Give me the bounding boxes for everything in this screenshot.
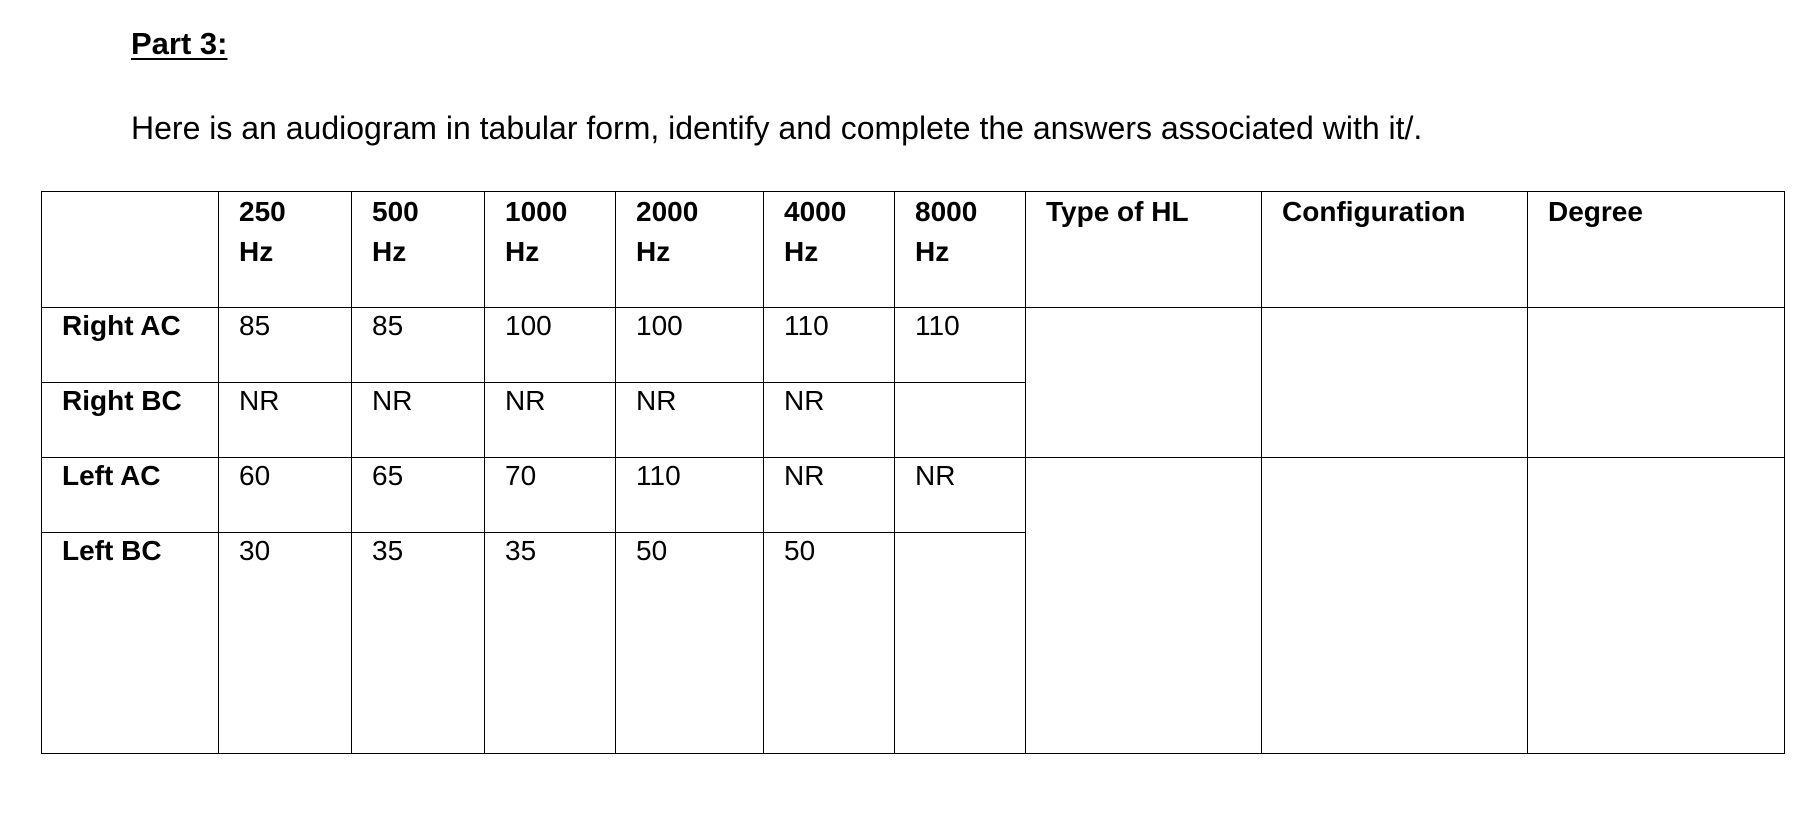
freq-unit: Hz — [372, 236, 407, 267]
value-cell: NR — [485, 383, 616, 458]
value-cell: 85 — [352, 308, 485, 383]
value-cell: 110 — [764, 308, 895, 383]
freq-unit: Hz — [784, 236, 819, 267]
freq-header-500 — [352, 192, 485, 308]
part-heading: Part 3: — [131, 26, 228, 61]
freq-value: 500 — [372, 196, 419, 227]
corner-cell — [42, 192, 219, 308]
freq-header-4000 — [764, 192, 895, 308]
instructions-text: Here is an audiogram in tabular form, identify and complete the answers associated with it/. — [131, 110, 1423, 146]
freq-header-250 — [219, 192, 352, 308]
value-cell: NR — [895, 458, 1026, 533]
row-label-left-bc: Left BC — [42, 533, 219, 754]
freq-value: 8000 — [915, 196, 978, 227]
value-cell: 30 — [219, 533, 352, 754]
audiogram-table — [41, 191, 1785, 754]
right-degree-answer[interactable] — [1528, 308, 1785, 458]
row-label-right-bc: Right BC — [42, 383, 219, 458]
value-cell: NR — [616, 383, 764, 458]
freq-value: 1000 — [505, 196, 568, 227]
freq-header-8000 — [895, 192, 1026, 308]
row-right-ac — [42, 308, 1785, 383]
left-type-of-hl-answer[interactable] — [1026, 458, 1262, 754]
freq-header-2000 — [616, 192, 764, 308]
configuration-header: Configuration — [1262, 192, 1528, 308]
left-configuration-answer[interactable] — [1262, 458, 1528, 754]
value-cell — [895, 533, 1026, 754]
value-cell: 85 — [219, 308, 352, 383]
value-cell: NR — [764, 383, 895, 458]
freq-value: 4000 — [784, 196, 847, 227]
right-configuration-answer[interactable] — [1262, 308, 1528, 458]
value-cell: NR — [219, 383, 352, 458]
header-row — [42, 192, 1785, 308]
freq-unit: Hz — [636, 236, 671, 267]
row-label-right-ac: Right AC — [42, 308, 219, 383]
value-cell: 100 — [616, 308, 764, 383]
freq-value: 250 — [239, 196, 286, 227]
value-cell — [895, 383, 1026, 458]
freq-unit: Hz — [505, 236, 540, 267]
degree-header: Degree — [1528, 192, 1785, 308]
value-cell: 110 — [895, 308, 1026, 383]
freq-value: 2000 — [636, 196, 699, 227]
value-cell: 35 — [485, 533, 616, 754]
row-left-ac — [42, 458, 1785, 533]
value-cell: 110 — [616, 458, 764, 533]
value-cell: NR — [352, 383, 485, 458]
value-cell: 100 — [485, 308, 616, 383]
value-cell: 50 — [764, 533, 895, 754]
value-cell: NR — [764, 458, 895, 533]
freq-unit: Hz — [915, 236, 950, 267]
freq-unit: Hz — [239, 236, 274, 267]
value-cell: 65 — [352, 458, 485, 533]
left-degree-answer[interactable] — [1528, 458, 1785, 754]
type-of-hl-header: Type of HL — [1026, 192, 1262, 308]
value-cell: 70 — [485, 458, 616, 533]
row-label-left-ac: Left AC — [42, 458, 219, 533]
right-type-of-hl-answer[interactable] — [1026, 308, 1262, 458]
value-cell: 60 — [219, 458, 352, 533]
value-cell: 50 — [616, 533, 764, 754]
value-cell: 35 — [352, 533, 485, 754]
freq-header-1000 — [485, 192, 616, 308]
